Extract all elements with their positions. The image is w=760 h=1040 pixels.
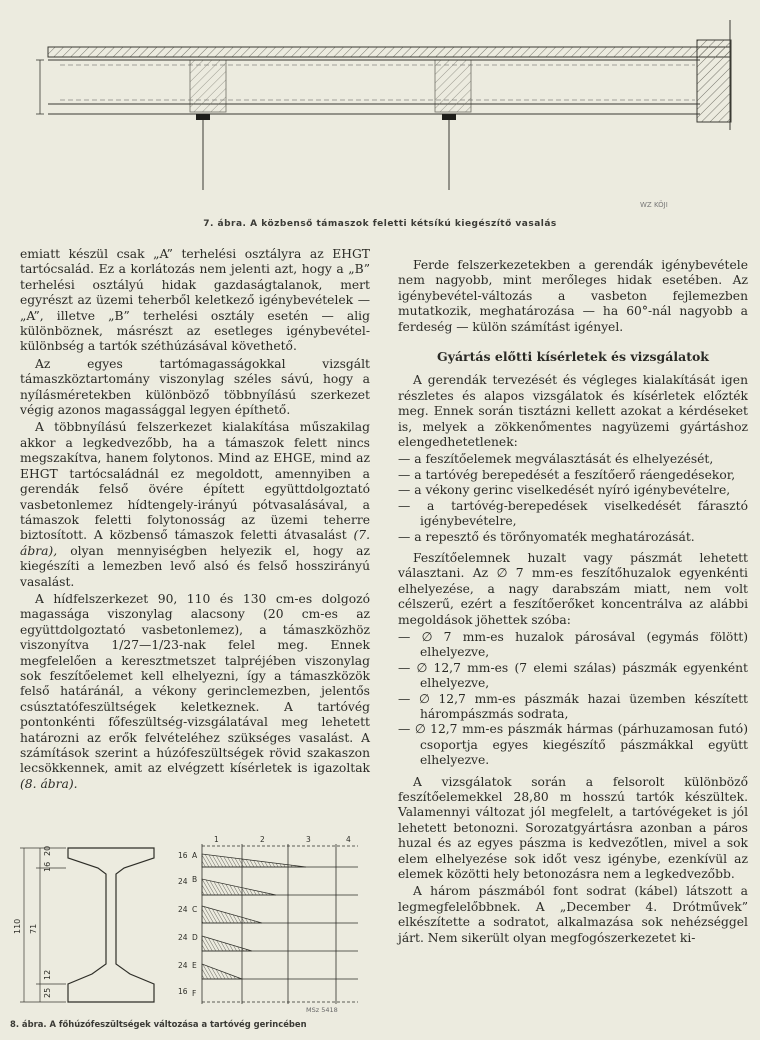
right-column	[398, 258, 748, 946]
paragraph-text: A többnyílású felszerkezet kialakítása műszakilag akkor a legkedvezőbb, ha a támaszok felett nincs megszakítva, hanem folytonos. Mind az EHGE, mind az EHGT tartócsaládnál ez megoldott, amennyiben a gerendák felső övére épített együttdolgoztató vasbetonlemez hídtengely-irányú pótvasalásával, a támaszok feletti folytonosság az üzemi teherre biztosított. A közbenső támaszok feletti átvasalást	[20, 420, 370, 543]
figure-8-drawing	[6, 834, 370, 1014]
figure-8-caption: 8. ábra. A főhúzófeszültségek változása a tartóvég gerincében	[10, 1019, 307, 1029]
figure-reference: (7. ábra),	[20, 528, 370, 558]
left-column	[20, 247, 370, 792]
section-heading: Gyártás előtti kísérletek és vizsgálatok	[437, 349, 709, 365]
row-label: C	[192, 905, 198, 914]
tendon-options-list	[398, 630, 748, 769]
figure-7-drawing	[0, 0, 760, 232]
dim-label: 110	[13, 918, 22, 934]
dim-label: 25	[43, 987, 52, 998]
row-label: D	[192, 933, 198, 942]
section-label: 3	[306, 835, 311, 844]
requirements-list	[398, 452, 748, 544]
paragraph	[20, 420, 370, 589]
figure-7-caption: 7. ábra. A közbenső támaszok feletti kétsíkú kiegészítő vasalás	[203, 219, 557, 229]
list-item: — a tartóvég-berepedések viselkedését fárasztó igénybevételre,	[398, 498, 748, 529]
paragraph: A gerendák tervezését és végleges kialakítását igen részletes és alapos vizsgálatok és kísérletek előzték meg. Ennek során tisztázni kellett azokat a kérdéseket is, melyek a zökkenőmentes nagyüzemi gyártáshoz elengedhetetlenek:	[398, 373, 748, 450]
list-item: — ∅ 7 mm-es huzalok párosával (egymás fölött) elhelyezve,	[398, 629, 748, 660]
paragraph: A vizsgálatok során a felsorolt különböző feszítőelemekkel 28,80 m hosszú tartók készültek. Valamennyi változat jól megfelelt, a tartóvégeket is jól lehetett betonozni. Sorozatgyártásra azonban a páros huzal és az egyes pászma is kedvezőtlen, mivel a sok elem elhelyezése sok időt vesz igénybe, ezenkívül az elemek közötti hely betonozásra nem a legkedvezőbb.	[398, 774, 748, 882]
stress-fills	[202, 854, 306, 979]
row-label: A	[192, 851, 198, 860]
dim-label: 16	[43, 861, 52, 872]
section-label: 2	[260, 835, 265, 844]
stress-diagram	[202, 844, 358, 1004]
list-item: — a tartóvég berepedését a feszítőerő ráengedésekor,	[398, 467, 736, 482]
paragraph: Ferde felszerkezetekben a gerendák igénybevétele nem nagyobb, mint merőleges hidak esetében. Az igénybevétel-változás a vasbeton fejlemezben mutatkozik, meghatározása — ha 60°-nál nagyobb a ferdeség — külön számítást igényel.	[398, 258, 748, 334]
paragraph: Az egyes tartómagasságokkal vizsgált támaszköztartomány viszonylag széles sávú, hogy a nyílásméretekben különböző többnyílású szerkezet végig azonos magassággal legyen építhető.	[20, 356, 370, 418]
figure-8-mark: MSz 5418	[306, 1006, 338, 1014]
dim-label: 12	[43, 969, 52, 980]
paragraph: Feszítőelemnek huzalt vagy pászmát lehetett választani. Az ∅ 7 mm-es feszítőhuzalok egyenkénti elhelyezése, a nagy darabszám miatt, nem volt célszerű, ezért a feszítőerőket koncentrálva az alábbi megoldások jöhettek szóba:	[398, 550, 748, 627]
list-item: — ∅ 12,7 mm-es (7 elemi szálas) pászmák egyenként elhelyezve,	[398, 660, 748, 691]
list-item: — ∅ 12,7 mm-es pászmák hármas (párhuzamosan futó) csoportja egyes kiegészítő pászmákkal együtt elhelyezve.	[398, 722, 748, 768]
dim-label: 24	[178, 905, 188, 914]
dim-label: 24	[178, 961, 188, 970]
beam-cross-section	[68, 848, 154, 1002]
dim-label: 24	[178, 877, 188, 886]
figure-reference: (8. ábra).	[20, 776, 78, 791]
dim-label: 16	[178, 987, 188, 996]
dim-label: 16	[178, 851, 188, 860]
dim-label: 71	[29, 923, 38, 934]
bridge-deck-section	[36, 20, 731, 190]
paragraph-text: A hídfelszerkezet 90, 110 és 130 cm-es dolgozó magassága viszonylag alacsony (20 cm-es az együttdolgoztató vasbetonlemez), a támaszközhöz viszonyítva 1/27—1/23-nak felel meg. Ennek megfelelően a keresztmetszet talpréjében viszonylag sok feszítőelemet kell elhelyezni, így a támaszközök felső határánál, a vékony gerinclemezben, jelentős csúsztatófeszültségek keletkeznek. A tartóvég pontonkénti főfeszültség-vizsgálatával meg lehetett határozni az erők felvételéhez szükséges vasalást. A számítások szerint a húzófeszültségek rövid szakaszon lecsökkennek, amit az elvégzett kísérletek is igazoltak	[20, 591, 370, 776]
list-item: — a feszítőelemek megválasztását és elhelyezését,	[398, 452, 714, 467]
paragraph: A három pászmából font sodrat (kábel) látszott a legmegfelelőbbnek. A „December 4. Drótművek” elkészítette a sodratot, alkalmazása sok nehézséggel járt. Nem sikerült olyan megfogószerkezetet ki-	[398, 884, 748, 945]
paragraph	[20, 592, 370, 792]
dim-label: 20	[43, 845, 52, 856]
list-item: — a repesztő és törőnyomaték meghatározását.	[398, 529, 695, 544]
section-label: 1	[214, 835, 219, 844]
paragraph-text: olyan mennyiségben helyezik el, hogy az kiegészíti a lemezben levő alsó és felső hosszirányú vasalást.	[20, 543, 370, 589]
section-label: 4	[346, 835, 351, 844]
figure-7-mark: WZ KÖJI	[640, 201, 668, 209]
row-label: B	[192, 875, 198, 884]
dim-label: 24	[178, 933, 188, 942]
paragraph: emiatt készül csak „A” terhelési osztályra az EHGT tartócsalád. Ez a korlátozás nem jelenti azt, hogy a „B” terhelési osztályú hidak gazdaságtalanok, mert egyrészt az üzemi teherből keletkező igénybevételek — „A”, illetve „B” terhelési osztály esetén — alig különböznek, másrészt az esetleges igénybevétel-különbség a tartók széthúzásával követhető.	[20, 247, 370, 354]
list-item: — a vékony gerinc viselkedését nyíró igénybevételre,	[398, 483, 731, 498]
row-label: F	[192, 989, 197, 998]
row-label: E	[192, 961, 197, 970]
list-item: — ∅ 12,7 mm-es pászmák hazai üzemben készített hárompászmás sodrata,	[398, 691, 748, 721]
